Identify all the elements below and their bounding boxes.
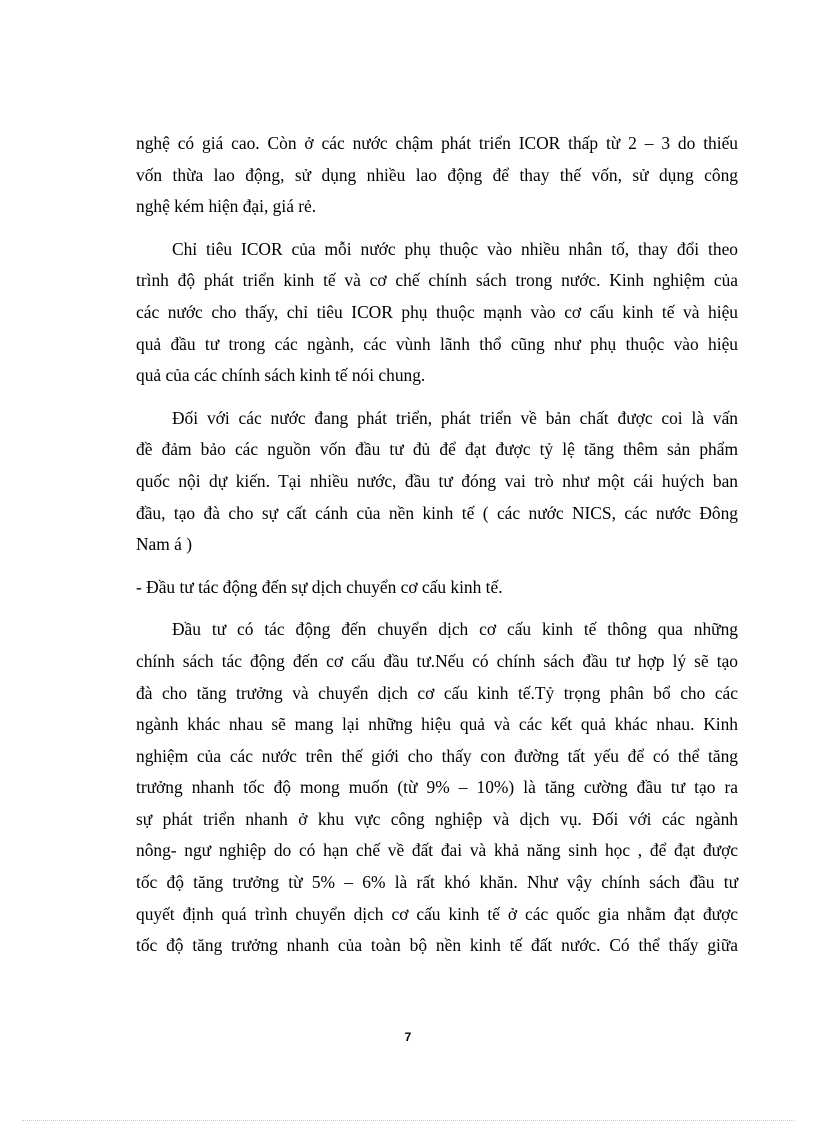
- document-body: [136, 128, 738, 962]
- text-line: đầu, tạo đà cho sự cất cánh của nền kinh tế ( các nước NICS, các nước Đông: [136, 502, 738, 523]
- text-line: quả của các chính sách kinh tế nói chung.: [136, 365, 426, 386]
- text-line: Đối với các nước đang phát triển, phát triển về bản chất được coi là vấn: [172, 407, 738, 428]
- section-heading-structural-shift: [136, 572, 738, 604]
- text-line: nghiệm của các nước trên thế giới cho thấy con đường tất yếu để có thể tăng: [136, 745, 738, 766]
- text-line: tốc độ tăng trưởng từ 5% – 6% là rất khó khăn. Như vậy chính sách đầu tư: [136, 872, 738, 893]
- text-line: chính sách tác động đến cơ cấu đầu tư.Nếu có chính sách đầu tư hợp lý sẽ tạo: [136, 650, 738, 671]
- text-line: đề đảm bảo các nguồn vốn đầu tư đủ để đạt được tỷ lệ tăng thêm sản phẩm: [136, 439, 738, 460]
- page-number: 7: [404, 1030, 412, 1044]
- text-line: Nam á ): [136, 534, 193, 555]
- text-line: sự phát triển nhanh ở khu vực công nghiệp và dịch vụ. Đối với các ngành: [136, 808, 738, 829]
- paragraph-icor-factors: [136, 234, 738, 392]
- text-line: Đầu tư có tác động đến chuyển dịch cơ cấu kinh tế thông qua những: [172, 619, 738, 640]
- text-line: quốc nội dự kiến. Tại nhiều nước, đầu tư đóng vai trò như một cái huých ban: [136, 470, 738, 491]
- text-line: vốn thừa lao động, sử dụng nhiều lao động để thay thế vốn, sử dụng công: [136, 164, 738, 185]
- text-line: nghệ có giá cao. Còn ở các nước chậm phát triển ICOR thấp từ 2 – 3 do thiếu: [136, 133, 738, 153]
- text-line: quyết định quá trình chuyển dịch cơ cấu kinh tế ở các quốc gia nhằm đạt được: [136, 903, 738, 924]
- text-line: Chỉ tiêu ICOR của mỗi nước phụ thuộc vào nhiều nhân tố, thay đổi theo: [172, 238, 738, 259]
- paragraph-icor-developing-countries: [136, 128, 738, 223]
- text-line: ngành khác nhau sẽ mang lại những hiệu quả và các kết quả khác nhau. Kinh: [136, 714, 738, 735]
- text-line: nghệ kém hiện đại, giá rẻ.: [136, 196, 317, 217]
- page-bottom-divider: [22, 1120, 794, 1121]
- text-line: tốc độ tăng trưởng nhanh của toàn bộ nền kinh tế đất nước. Có thể thấy giữa: [136, 935, 738, 956]
- paragraph-investment-capital: [136, 403, 738, 561]
- text-line: trưởng nhanh tốc độ mong muốn (từ 9% – 10%) là tăng cường đầu tư tạo ra: [136, 777, 738, 798]
- text-line: - Đầu tư tác động đến sự dịch chuyển cơ cấu kinh tế.: [136, 576, 503, 597]
- text-line: trình độ phát triển kinh tế và cơ chế chính sách trong nước. Kinh nghiệm của: [136, 270, 738, 291]
- text-line: đà cho tăng trưởng và chuyển dịch cơ cấu kinh tế.Tỷ trọng phân bổ cho các: [136, 682, 738, 703]
- text-line: quả đầu tư trong các ngành, các vùnh lãnh thổ cũng như phụ thuộc vào hiệu: [136, 333, 738, 354]
- text-line: các nước cho thấy, chỉ tiêu ICOR phụ thuộc mạnh vào cơ cấu kinh tế và hiệu: [136, 301, 738, 322]
- text-line: nông- ngư nghiệp do có hạn chế về đất đai và khả năng sinh học , để đạt được: [136, 840, 738, 861]
- paragraph-structural-shift: [136, 614, 738, 962]
